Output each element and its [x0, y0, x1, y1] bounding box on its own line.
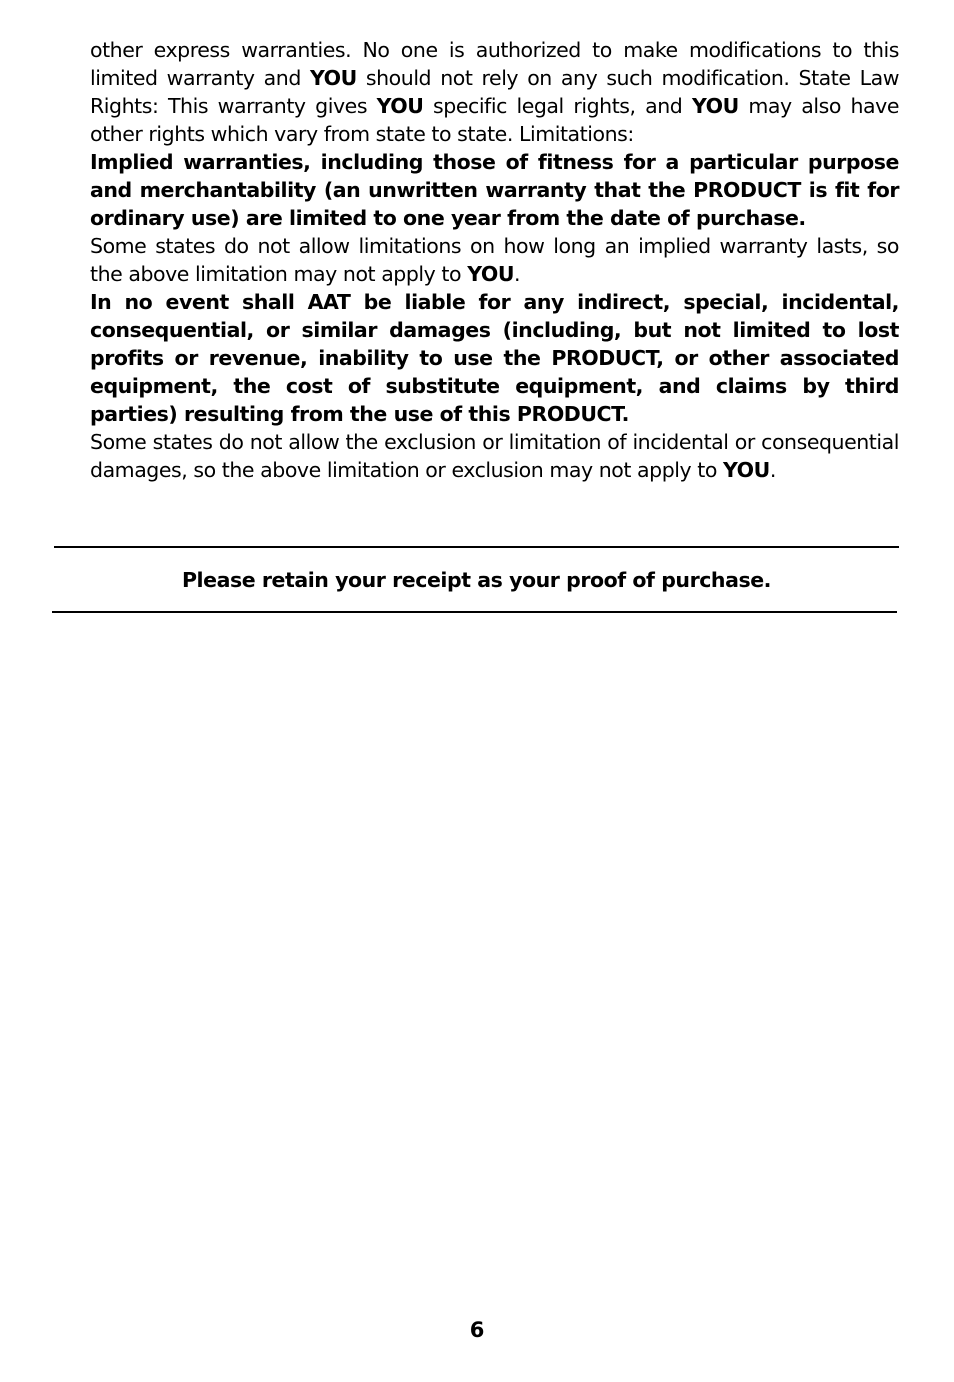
text-segment: specific legal rights, and — [423, 94, 692, 118]
warranty-paragraph-exclusions — [90, 428, 899, 484]
divider-bottom — [52, 611, 897, 613]
text-segment: Some states do not allow the exclusion or limitation of incidental or consequential damages, so the above limitation or exclusion may not apply to — [90, 430, 899, 482]
you-emphasis: YOU — [467, 262, 515, 286]
you-emphasis: YOU — [723, 458, 770, 482]
warranty-paragraph-implied-warranties: Implied warranties, including those of fitness for a particular purpose and merchantability (an unwritten warranty that the PRODUCT is fit for ordinary use) are limited to one year from the date of purchase. — [90, 150, 899, 230]
warranty-paragraph-modifications — [90, 36, 899, 148]
text-segment: other express warranties. No one is authorized to make modifications to this limited warranty and — [90, 38, 899, 90]
warranty-paragraph-liability: In no event shall AAT be liable for any indirect, special, incidental, consequential, or similar damages (including, but not limited to lost profits or revenue, inability to use the PRODUCT, or other associated equipment, the cost of substitute equipment, and claims by third parties) resulting from the use of this PRODUCT. — [90, 290, 899, 426]
text-segment: Some states do not allow limitations on how long an implied warranty lasts, so the above limitation may not apply to — [90, 234, 899, 286]
text-segment: should not rely on any such modification. State Law Rights: This warranty gives — [90, 66, 900, 118]
text-segment: . — [769, 458, 776, 482]
page-number: 6 — [469, 1318, 485, 1342]
you-emphasis: YOU — [691, 94, 739, 118]
you-emphasis: YOU — [376, 94, 424, 118]
text-segment: . — [514, 262, 521, 286]
divider-top — [54, 546, 899, 548]
warranty-paragraph-state-limitations — [90, 232, 899, 288]
receipt-notice: Please retain your receipt as your proof of purchase. — [181, 568, 772, 592]
text-segment: may also have other rights which vary from state to state. Limitations: — [90, 94, 899, 146]
you-emphasis: YOU — [309, 66, 357, 90]
warranty-text — [90, 36, 899, 484]
